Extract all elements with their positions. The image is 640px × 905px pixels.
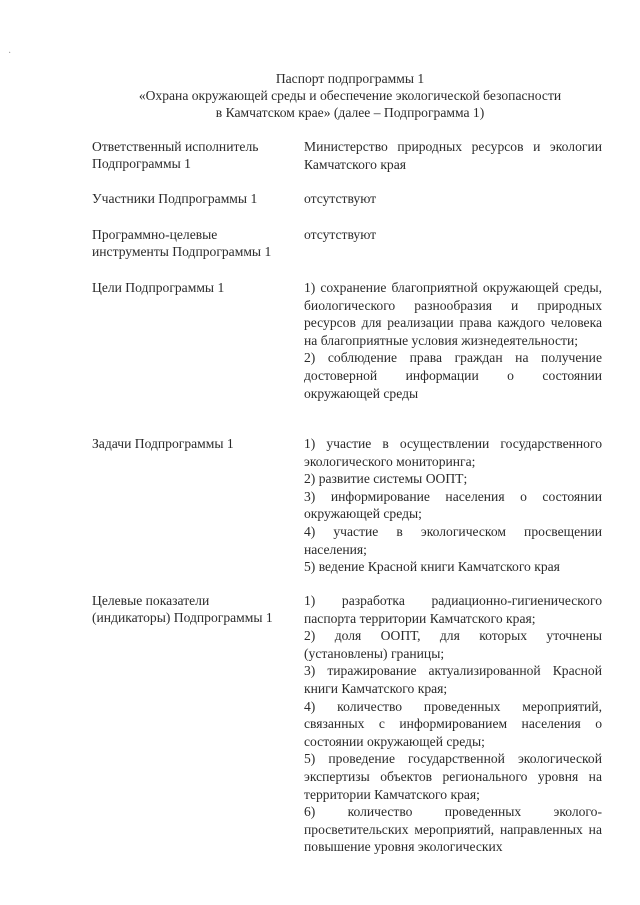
list-item: 2) доля ООПТ, для которых уточнены (установлены) границы; [304, 628, 602, 661]
list-item: 5) ведение Красной книги Камчатского края [304, 559, 560, 575]
list-item: 4) количество проведенных мероприятий, связанных с информированием населения о состоянии окружающей среды; [304, 698, 602, 749]
row-content [304, 226, 602, 244]
list-item: 2) соблюдение права граждан на получение достоверной информации о состоянии окружающей среды [304, 350, 602, 401]
list-item: 5) проведение государственной экологической экспертизы объектов регионального уровня на территории Камчатского края; [304, 751, 602, 802]
row-content [304, 279, 602, 402]
list-item: Министерство природных ресурсов и экологии Камчатского края [304, 139, 602, 172]
list-item: 6) количество проведенных эколого-просветительских мероприятий, направленных на повышение уровня экологических [304, 804, 602, 855]
row-content [304, 138, 602, 173]
page-title [90, 70, 610, 121]
list-item: 4) участие в экологическом просвещении населения; [304, 523, 602, 557]
title-line-3: в Камчатском крае» (далее – Подпрограмма 1) [215, 105, 485, 120]
row-label: Программно-целевые инструменты Подпрограммы 1 [92, 227, 272, 259]
row-label: Цели Подпрограммы 1 [92, 280, 225, 295]
row-label: Участники Подпрограммы 1 [92, 191, 258, 206]
list-item: 1) разработка радиационно-гигиенического паспорта территории Камчатского края; [304, 593, 602, 626]
list-item: 2) развитие системы ООПТ; [304, 471, 468, 487]
list-item: отсутствуют [304, 191, 377, 206]
row-label: Ответственный исполнитель Подпрограммы 1 [92, 139, 259, 171]
title-line-1: Паспорт подпрограммы 1 [275, 71, 425, 86]
list-item: 1) сохранение благоприятной окружающей среды, биологического разнообразия и природных ресурсов для реализации права каждого человека на благоприятные условия жизнедеятельности; [304, 280, 602, 348]
scan-speck-icon: · [8, 48, 12, 59]
row-content [304, 190, 602, 208]
list-item: 3) тиражирование актуализированной Красной книги Камчатского края; [304, 663, 602, 696]
list-item: 1) участие в осуществлении государственного экологического мониторинга; [304, 436, 602, 469]
row-content [304, 435, 602, 576]
list-item: 3) информирование населения о состоянии окружающей среды; [304, 488, 602, 522]
row-content [304, 592, 602, 856]
title-line-2: «Охрана окружающей среды и обеспечение экологической безопасности [138, 88, 562, 103]
list-item: отсутствуют [304, 227, 377, 242]
row-label: Задачи Подпрограммы 1 [92, 436, 234, 451]
row-label: Целевые показатели (индикаторы) Подпрограммы 1 [92, 593, 273, 625]
